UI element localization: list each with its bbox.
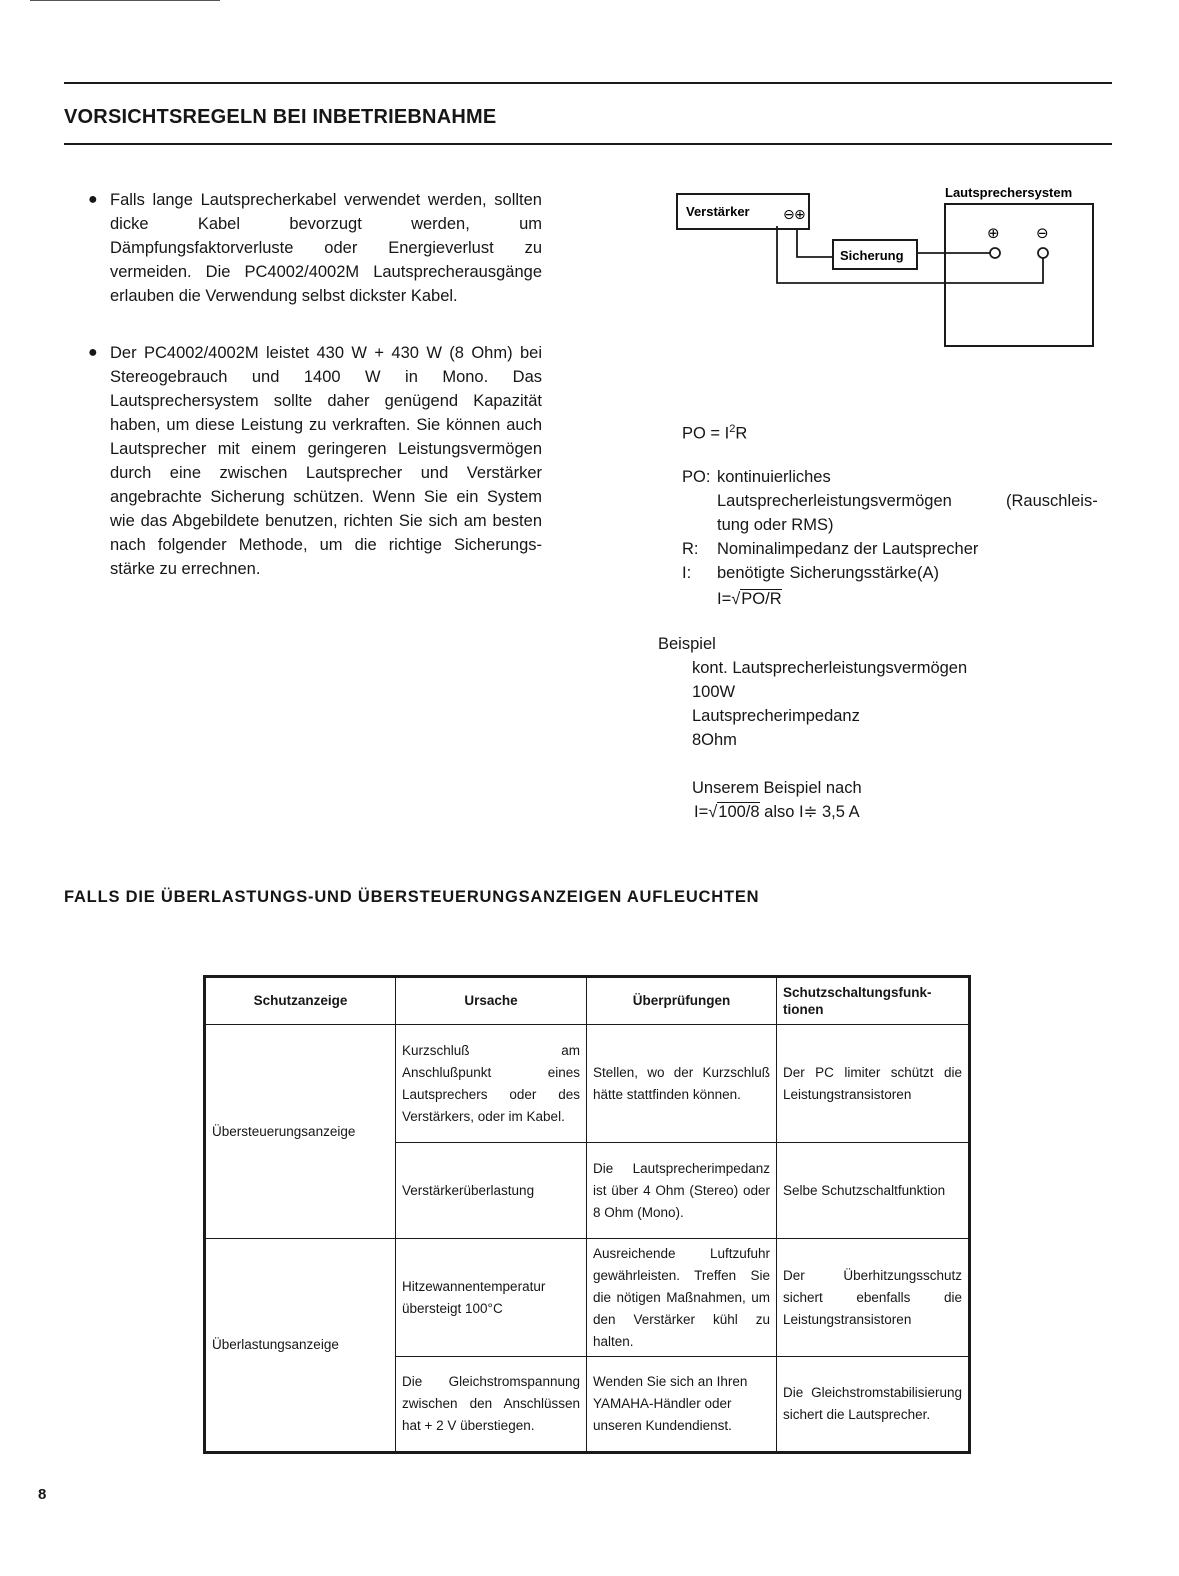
example-title: Beispiel [658,635,716,653]
table-header-row [205,977,970,1025]
amp-plus-icon: ⊕ [794,207,806,223]
amplifier-label: Verstärker [686,204,750,219]
bullet-power [88,341,542,581]
example-line-1: kont. Lautsprecherleistungsvermögen [692,659,968,677]
i-formula: I=√PO/R [717,590,782,608]
cause-cell: Verstärkerüberlastung [396,1143,587,1239]
protection-table [203,975,971,1454]
indicator-cell: Übersteuerungsanzeige [205,1025,396,1239]
function-cell: Selbe Schutzschaltfunktion [777,1143,970,1239]
check-cell: Stellen, wo der Kurzschluß hätte stattfinden können. [587,1025,777,1143]
po-text-4: tung oder RMS) [717,516,834,534]
check-cell: Wenden Sie sich an Ihren YAMAHA-Händler oder unseren Kundendienst. [587,1357,777,1453]
speaker-label: Lautsprechersystem [945,185,1073,200]
function-cell: Der PC limiter schützt die Leistungstransistoren [777,1025,970,1143]
amp-minus-icon: ⊖ [783,207,795,223]
function-cell: Der Überhitzungsschutz sichert ebenfalls die Leistungstransistoren [777,1239,970,1357]
fuse-label: Sicherung [840,248,904,263]
bullet-dot-icon: ● [88,191,98,208]
bullet-dot-icon: ● [88,344,98,361]
section-title-indicators: FALLS DIE ÜBERLASTUNGS-UND ÜBERSTEUERUNGSANZEIGEN AUFLEUCHTEN [64,888,760,906]
plus-wire [797,228,832,257]
bullet-text: Falls lange Lautsprecherkabel verwendet werden, sollten dicke Kabel bevorzugt werden, um Dämpfungsfaktorverluste oder Energieverlust zu vermeiden. Die PC4002/4002M Lautsprecherausgänge erlauben die Verwendung selbst dickster Kabel. [110,191,542,305]
speaker-minus-icon: ⊖ [1036,224,1049,242]
formula-main: PO = $I^2R$ [682,423,748,443]
page-number: 8 [38,1486,47,1503]
po-text-1: kontinuierliches [717,468,831,486]
cause-cell: Kurzschluß am Anschlußpunkt eines Lautsprechers oder des Verstärkers, oder im Kabel. [396,1025,587,1143]
col-header-cause: Ursache [396,977,587,1025]
check-cell: Die Lautsprecherimpedanz ist über 4 Ohm (Stereo) oder 8 Ohm (Mono). [587,1143,777,1239]
col-header-function: Schutzschaltungsfunk-tionen [777,977,970,1025]
example-line-2: 100W [692,683,736,701]
speaker-plus-terminal [990,248,1000,258]
example-calc: I=√100/8 also I≑ 3,5 A [694,803,860,821]
po-text-2: Lautsprecherleistungsvermögen [717,492,952,510]
po-label: PO: [682,468,711,486]
table-row [205,1239,970,1357]
example-line-4: 8Ohm [692,731,737,749]
top-edge-rule [30,0,220,1]
r-label: R: [682,540,699,558]
bullet-text: Der PC4002/4002M leistet 430 W + 430 W (8 Ohm) bei Stereogebrauch und 1400 W in Mono. Das Lautsprechersystem sollte daher genügend Kapazität haben, um diese Leistung zu verkraften. Sie können auch Lautsprecher mit einem geringeren Leistungsvermögen durch eine zwischen Lautsprecher und Verstärker angebrachte Sicherung schützen. Wenn Sie ein System wie das Abgebildete benutzen, richten Sie sich am besten nach folgender Methode, um die richtige Sicherungs- stärke zu errechnen. [110,344,542,578]
po-text-3: (Rauschleis- [1006,492,1098,510]
indicator-cell: Überlastungsanzeige [205,1239,396,1453]
bullet-cable [88,188,542,308]
wiring-diagram [670,180,1110,352]
check-cell: Ausreichende Luftzufuhr gewährleisten. Treffen Sie die nötigen Maßnahmen, um den Verstärker kühl zu halten. [587,1239,777,1357]
col-header-indicator: Schutzanzeige [205,977,396,1025]
example-line-5: Unserem Beispiel nach [692,779,862,797]
page-title: VORSICHTSREGELN BEI INBETRIEBNAHME [64,106,497,128]
i-text: benötigte Sicherungsstärke(A) [717,564,939,582]
r-text: Nominalimpedanz der Lautsprecher [717,540,979,558]
col-header-check: Überprüfungen [587,977,777,1025]
speaker-minus-terminal [1038,248,1048,258]
header-rule-bottom [64,143,1112,145]
cause-cell: Hitzewannentemperatur übersteigt 100°C [396,1239,587,1357]
function-cell: Die Gleichstromstabilisierung sichert die Lautsprecher. [777,1357,970,1453]
table-row [205,1025,970,1143]
header-rule-top [64,82,1112,84]
example-line-3: Lautsprecherimpedanz [692,707,860,725]
cause-cell: Die Gleichstromspannung zwischen den Anschlüssen hat + 2 V überstiegen. [396,1357,587,1453]
i-label: I: [682,564,692,582]
speaker-plus-icon: ⊕ [987,224,1000,242]
speaker-box [945,204,1093,346]
